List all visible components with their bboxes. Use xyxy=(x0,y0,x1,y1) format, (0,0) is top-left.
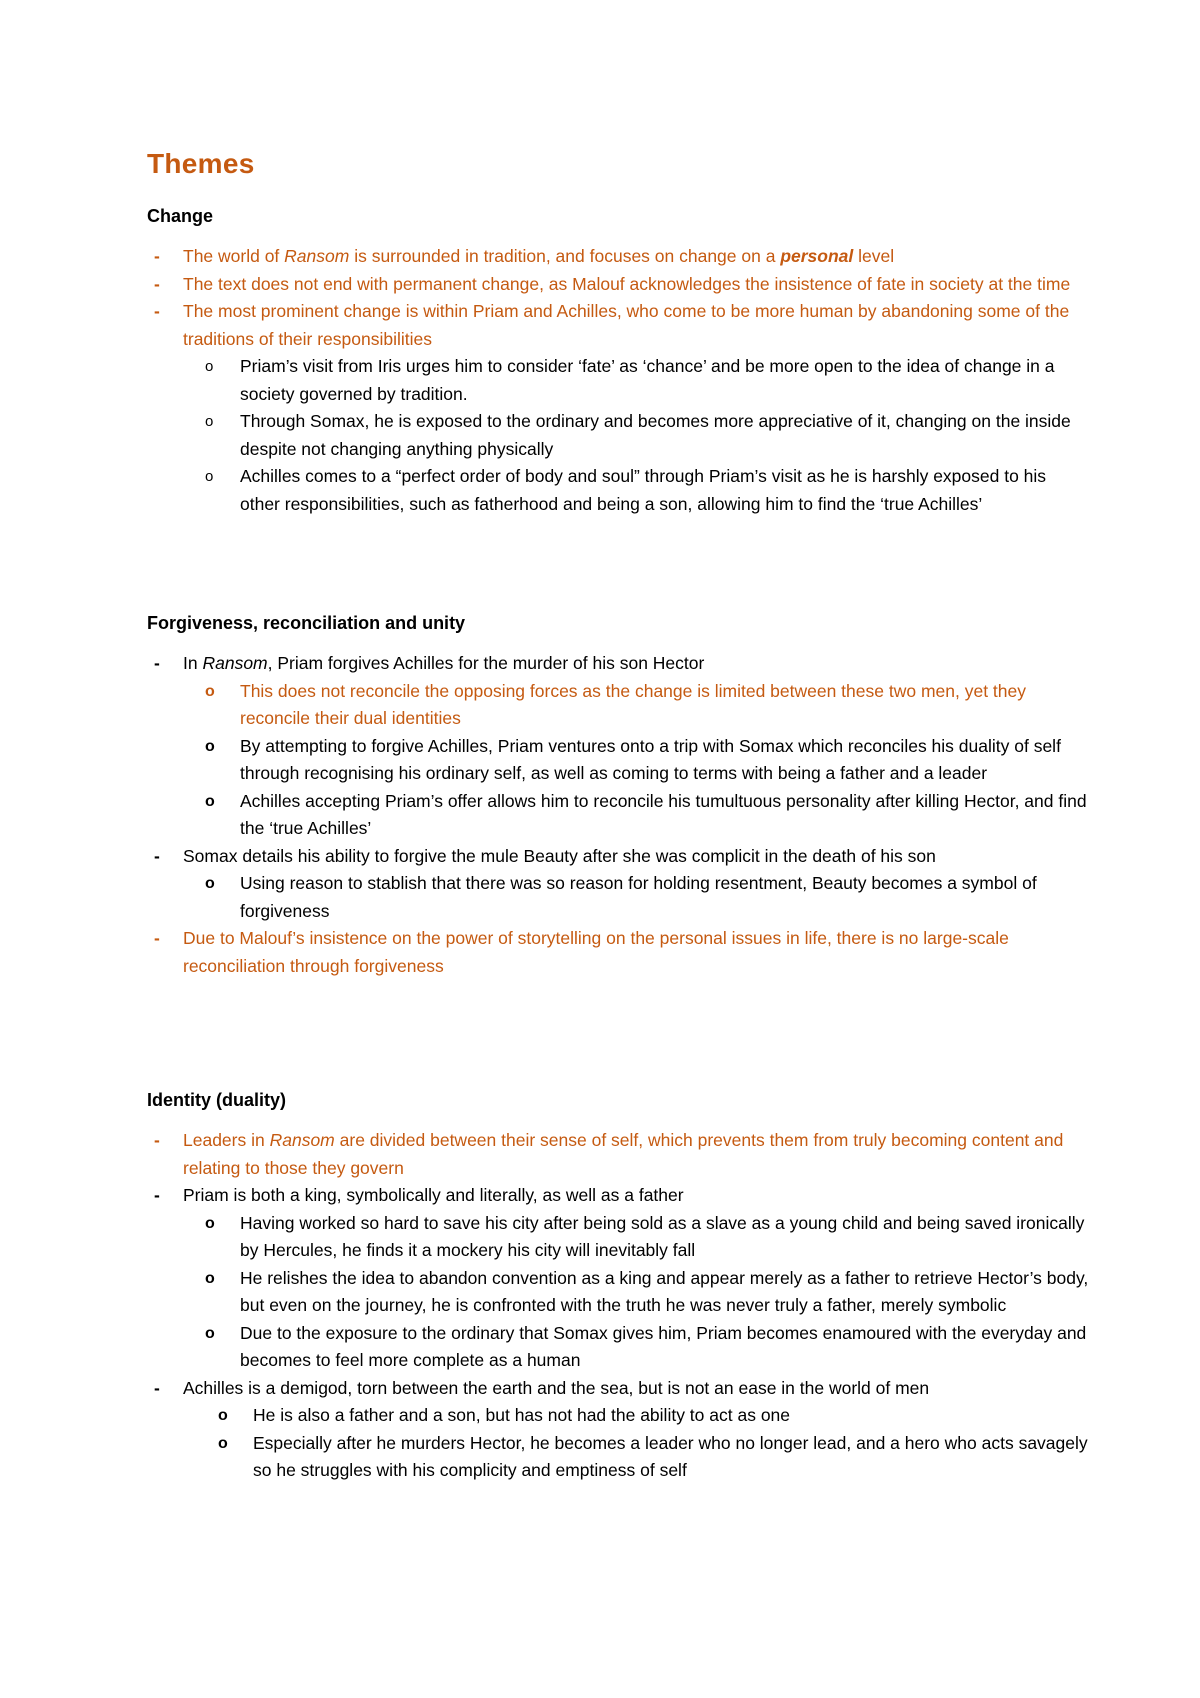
sub-list-item: o Having worked so hard to save his city after being sold as a slave as a young child and being saved ironically by Hercules, he finds it a mockery his city will inevitably fall xyxy=(147,1210,1090,1265)
dash-bullet: - xyxy=(154,1185,160,1205)
sub-list-item: o By attempting to forgive Achilles, Priam ventures onto a trip with Somax which reconciles his duality of self through recognising his ordinary self, as well as coming to terms with being a father and a leader xyxy=(147,733,1090,788)
dash-bullet: - xyxy=(154,273,160,294)
sub-list-item: o This does not reconcile the opposing forces as the change is limited between these two men, yet they reconcile their dual identities xyxy=(147,678,1090,733)
dash-bullet: - xyxy=(154,845,160,866)
circle-bullet: o xyxy=(205,468,214,485)
page-title: Themes xyxy=(147,148,255,179)
list-item: - Somax details his ability to forgive the mule Beauty after she was complicit in the death of his son xyxy=(147,843,1090,871)
list-item: - The most prominent change is within Priam and Achilles, who come to be more human by abandoning some of the traditions of their responsibilities xyxy=(147,298,1090,353)
sub-list-item: o Achilles comes to a “perfect order of body and soul” through Priam’s visit as he is harshly exposed to his other responsibilities, such as fatherhood and being a son, allowing him to find the ‘true Achilles’ xyxy=(147,463,1090,518)
section-identity xyxy=(147,1090,1090,1485)
sub-list-item: o Especially after he murders Hector, he becomes a leader who no longer lead, and a hero who acts savagely so he struggles with his complicity and emptiness of self xyxy=(147,1430,1090,1485)
sub-list-item: o He is also a father and a son, but has not had the ability to act as one xyxy=(147,1402,1090,1430)
dash-bullet: - xyxy=(154,928,160,948)
section-forgiveness xyxy=(147,613,1090,980)
forgiveness-list xyxy=(147,650,1090,980)
dash-bullet: - xyxy=(154,653,160,673)
circle-bullet: o xyxy=(205,358,214,375)
circle-bullet: o xyxy=(205,875,215,892)
list-item: - Achilles is a demigod, torn between the earth and the sea, but is not an ease in the world of men xyxy=(147,1375,1090,1403)
circle-bullet: o xyxy=(205,737,215,755)
sub-list-item: o Due to the exposure to the ordinary that Somax gives him, Priam becomes enamoured with the everyday and becomes to feel more complete as a human xyxy=(147,1320,1090,1375)
dash-bullet: - xyxy=(154,301,160,321)
section-heading-forgiveness: Forgiveness, reconciliation and unity xyxy=(147,613,466,633)
circle-bullet: o xyxy=(218,1434,228,1452)
dash-bullet: - xyxy=(154,246,160,266)
list-item: - The world of Ransom is surrounded in tradition, and focuses on change on a personal level xyxy=(147,243,1090,271)
circle-bullet: o xyxy=(205,1324,215,1342)
list-item: - Priam is both a king, symbolically and literally, as well as a father xyxy=(147,1182,1090,1210)
section-heading-change: Change xyxy=(147,206,214,226)
identity-list xyxy=(147,1127,1090,1485)
list-item: - In Ransom, Priam forgives Achilles for the murder of his son Hector xyxy=(147,650,1090,678)
list-item: - Leaders in Ransom are divided between their sense of self, which prevents them from truly becoming content and relating to those they govern xyxy=(147,1127,1090,1182)
dash-bullet: - xyxy=(154,1377,160,1398)
dash-bullet: - xyxy=(154,1130,160,1150)
circle-bullet: o xyxy=(205,792,215,810)
sub-list-item: o Priam’s visit from Iris urges him to consider ‘fate’ as ‘chance’ and be more open to the idea of change in a society governed by tradition. xyxy=(147,353,1090,408)
circle-bullet: o xyxy=(205,682,215,700)
sub-list-item: o He relishes the idea to abandon convention as a king and appear merely as a father to retrieve Hector’s body, but even on the journey, he is confronted with the truth he was never truly a father, merely symbolic xyxy=(147,1265,1090,1320)
circle-bullet: o xyxy=(205,413,214,430)
circle-bullet: o xyxy=(205,1214,215,1232)
section-change xyxy=(147,206,1090,518)
sub-list-item: o Through Somax, he is exposed to the ordinary and becomes more appreciative of it, changing on the inside despite not changing anything physically xyxy=(147,408,1090,463)
circle-bullet: o xyxy=(205,1269,215,1287)
sub-list-item: o Using reason to stablish that there was so reason for holding resentment, Beauty becomes a symbol of forgiveness xyxy=(147,870,1090,925)
list-item: - Due to Malouf’s insistence on the power of storytelling on the personal issues in life, there is no large-scale reconciliation through forgiveness xyxy=(147,925,1090,980)
sub-list-item: o Achilles accepting Priam’s offer allows him to reconcile his tumultuous personality after killing Hector, and find the ‘true Achilles’ xyxy=(147,788,1090,843)
change-list xyxy=(147,243,1090,518)
circle-bullet: o xyxy=(218,1407,228,1424)
list-item: - The text does not end with permanent change, as Malouf acknowledges the insistence of fate in society at the time xyxy=(147,271,1090,299)
section-heading-identity: Identity (duality) xyxy=(147,1090,286,1110)
